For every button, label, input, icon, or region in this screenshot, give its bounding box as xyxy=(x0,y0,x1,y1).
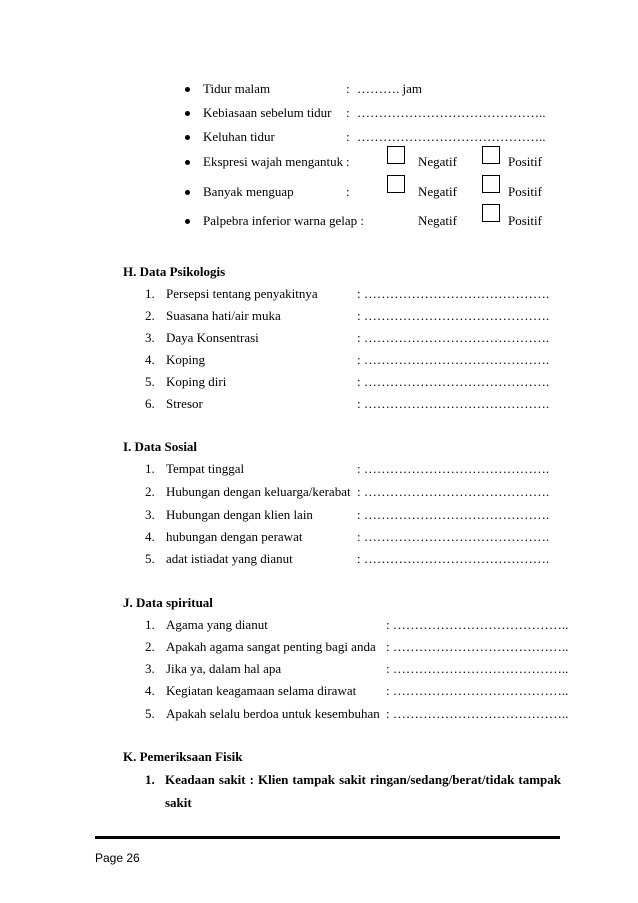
sleep-colon: : xyxy=(346,154,350,169)
sleep-label: Ekspresi wajah mengantuk xyxy=(203,154,344,169)
item-label: Hubungan dengan keluarga/kerabat xyxy=(166,484,351,499)
item-label: Apakah selalu berdoa untuk kesembuhan xyxy=(166,706,380,721)
negatif-label: Negatif xyxy=(418,213,457,228)
item-label: Stresor xyxy=(166,396,203,411)
item-label: Koping xyxy=(166,352,205,367)
item-label: Agama yang dianut xyxy=(166,617,268,632)
sleep-colon: : xyxy=(346,129,350,144)
item-value: : ……………………………………. xyxy=(357,551,550,566)
item-value: : ……………………………………. xyxy=(357,461,550,476)
section-heading: J. Data spiritual xyxy=(123,595,213,610)
item-label: Daya Konsentrasi xyxy=(166,330,259,345)
item-label: adat istiadat yang dianut xyxy=(166,551,293,566)
positif-label: Positif xyxy=(508,154,542,169)
bullet-icon xyxy=(185,111,190,116)
positif-label: Positif xyxy=(508,184,542,199)
item-number: 4. xyxy=(145,529,155,544)
negatif-label: Negatif xyxy=(418,154,457,169)
sleep-colon: : xyxy=(346,81,350,96)
item-value: : ……………………………………. xyxy=(357,507,550,522)
item-value: : ……………………………………. xyxy=(357,374,550,389)
item-value: : ………………………………….. xyxy=(386,706,569,721)
item-label: Suasana hati/air muka xyxy=(166,308,281,323)
sleep-colon: : xyxy=(346,184,350,199)
item-value: : ……………………………………. xyxy=(357,396,550,411)
item-number: 6. xyxy=(145,396,155,411)
item-value: : ……………………………………. xyxy=(357,352,550,367)
keadaan-sakit-line1: Keadaan sakit : Klien tampak sakit ringan/sedang/berat/tidak tampak xyxy=(165,772,561,787)
sleep-value: …………………………………….. xyxy=(357,105,546,120)
item-label: Hubungan dengan klien lain xyxy=(166,507,313,522)
bullet-icon xyxy=(185,135,190,140)
page-number: Page 26 xyxy=(95,851,140,865)
positif-checkbox[interactable] xyxy=(482,175,500,193)
item-number: 5. xyxy=(145,706,155,721)
positif-checkbox[interactable] xyxy=(482,146,500,164)
item-label: Kegiatan keagamaan selama dirawat xyxy=(166,683,357,698)
bullet-icon xyxy=(185,160,190,165)
sleep-value: …………………………………….. xyxy=(357,129,546,144)
sleep-value: ………. jam xyxy=(357,81,422,96)
item-label: Jika ya, dalam hal apa xyxy=(166,661,282,676)
item-number: 5. xyxy=(145,374,155,389)
sleep-label: Tidur malam xyxy=(203,81,271,96)
item-number: 2. xyxy=(145,308,155,323)
item-number: 4. xyxy=(145,683,155,698)
sleep-label: Keluhan tidur xyxy=(203,129,275,144)
section-heading: H. Data Psikologis xyxy=(123,264,226,279)
item-value: : ……………………………………. xyxy=(357,308,550,323)
positif-checkbox[interactable] xyxy=(482,204,500,222)
item-label: Koping diri xyxy=(166,374,227,389)
footer-divider xyxy=(95,836,560,839)
item-number: 3. xyxy=(145,661,155,676)
item-number: 3. xyxy=(145,330,155,345)
item-number: 4. xyxy=(145,352,155,367)
item-value: : ………………………………….. xyxy=(386,683,569,698)
item-label: Tempat tinggal xyxy=(166,461,245,476)
item-value: : ………………………………….. xyxy=(386,617,569,632)
negatif-checkbox[interactable] xyxy=(387,175,405,193)
sleep-label: Palpebra inferior warna gelap : xyxy=(203,213,364,228)
item-label: Persepsi tentang penyakitnya xyxy=(166,286,318,301)
negatif-checkbox[interactable] xyxy=(387,146,405,164)
item-label: Apakah agama sangat penting bagi anda xyxy=(166,639,376,654)
item-value: : ………………………………….. xyxy=(386,639,569,654)
negatif-label: Negatif xyxy=(418,184,457,199)
positif-label: Positif xyxy=(508,213,542,228)
sleep-label: Kebiasaan sebelum tidur xyxy=(203,105,332,120)
section-heading: K. Pemeriksaan Fisik xyxy=(123,749,243,764)
item-number: 1. xyxy=(145,286,155,301)
item-value: : ……………………………………. xyxy=(357,286,550,301)
sleep-colon: : xyxy=(346,105,350,120)
bullet-icon xyxy=(185,190,190,195)
item-number: 5. xyxy=(145,551,155,566)
keadaan-sakit-line2: sakit xyxy=(165,795,192,810)
item-number: 1. xyxy=(145,772,155,787)
item-value: : ……………………………………. xyxy=(357,330,550,345)
item-number: 3. xyxy=(145,507,155,522)
bullet-icon xyxy=(185,87,190,92)
item-label: hubungan dengan perawat xyxy=(166,529,303,544)
item-number: 1. xyxy=(145,617,155,632)
item-value: : ……………………………………. xyxy=(357,529,550,544)
bullet-icon xyxy=(185,219,190,224)
section-heading: I. Data Sosial xyxy=(123,439,198,454)
sleep-label: Banyak menguap xyxy=(203,184,294,199)
item-number: 2. xyxy=(145,484,155,499)
item-number: 1. xyxy=(145,461,155,476)
item-value: : ……………………………………. xyxy=(357,484,550,499)
item-number: 2. xyxy=(145,639,155,654)
item-value: : ………………………………….. xyxy=(386,661,569,676)
